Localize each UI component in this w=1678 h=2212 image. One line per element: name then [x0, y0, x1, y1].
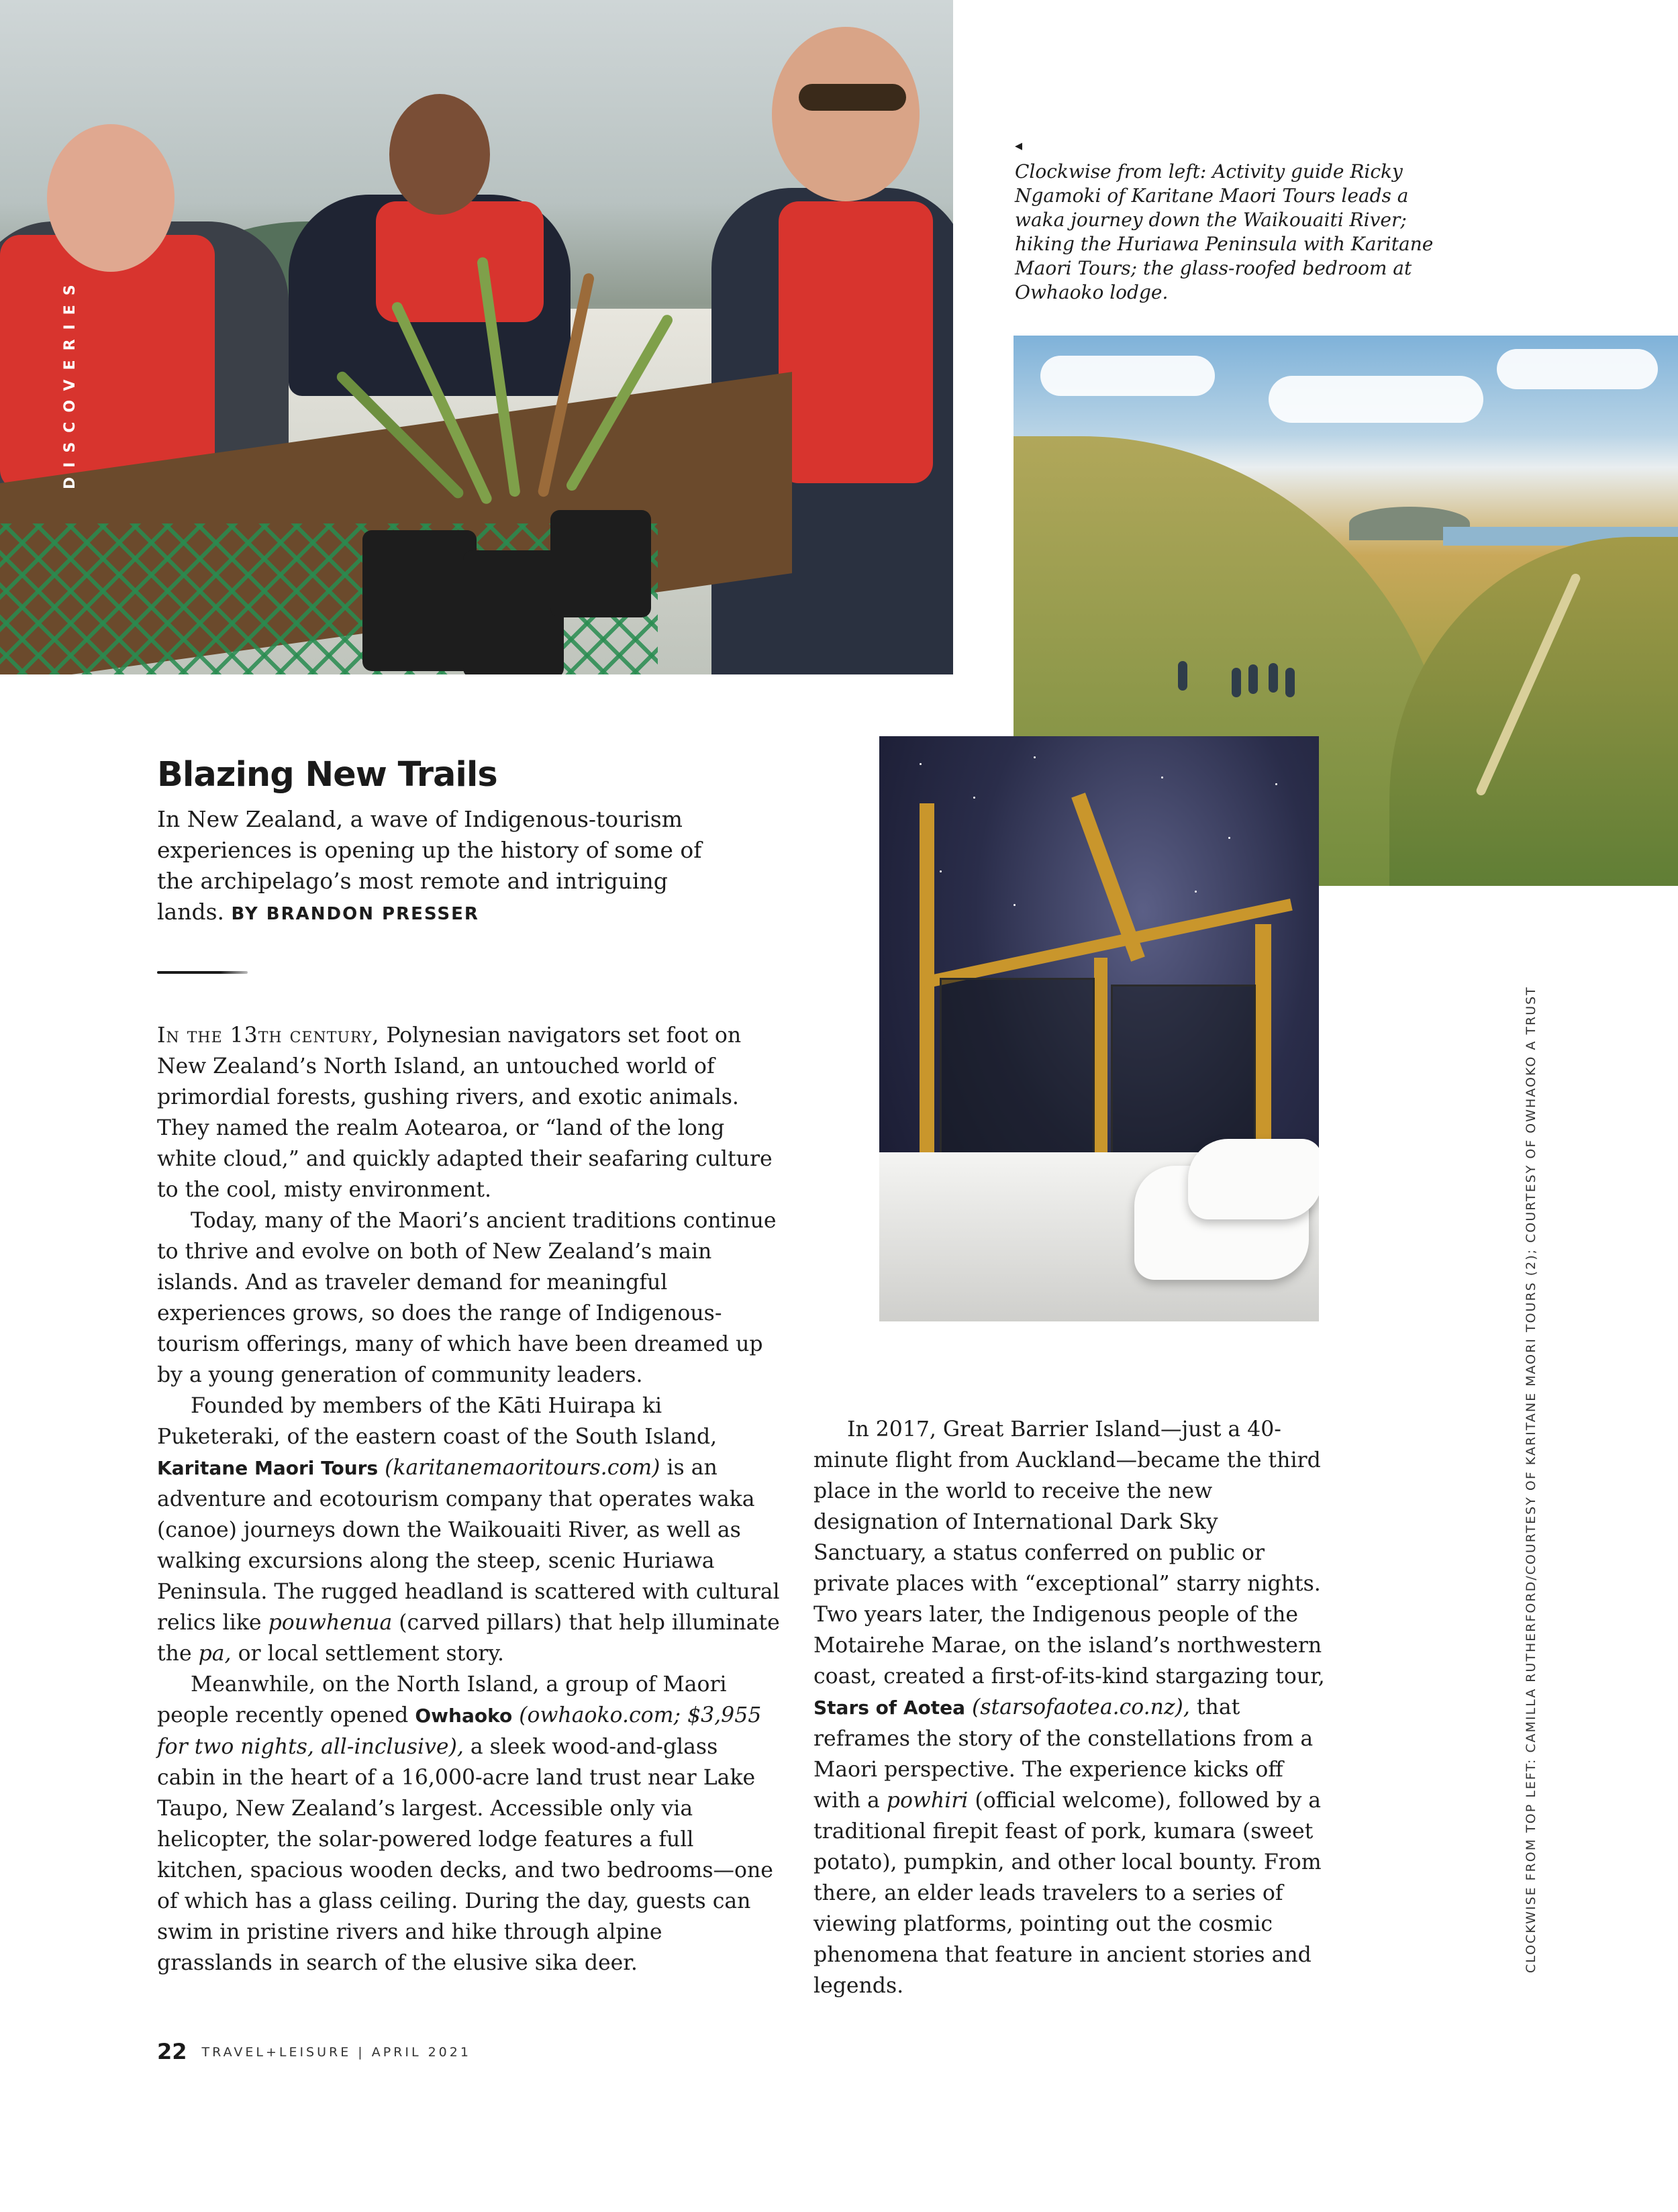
p4-text-b: a sleek wood-and-glass cabin in the heart of a 16,000-acre land trust near Lake Taupo, New Zealand’s largest. Accessible only via helicopter, the solar-powered lodge features a full kitchen, spacious wooden decks, and two bedrooms—one of which has a glass ceiling. During the day, guests can swim in pristine rivers and hike through alpine grasslands in search of the elusive sika deer.	[157, 1735, 773, 1975]
folio	[157, 2039, 471, 2064]
term-pa: pa,	[198, 1642, 232, 1666]
byline: BY BRANDON PRESSER	[231, 904, 479, 924]
p3-text-b: is an adventure and ecotourism company that operates waka (canoe) journeys down the Waikouaiti River, as well as walking excursions along the steep, scenic Huriawa Peninsula. The rugged headland is scattered with cultural relics like	[157, 1456, 780, 1635]
p5-text-c: (official welcome), followed by a traditional firepit feast of pork, kumara (sweet potato), pumpkin, and other local bounty. From there, an elder leads travelers to a series of viewing platforms, pointing out the cosmic phenomena that feature in ancient stories and legends.	[813, 1789, 1322, 1998]
body-column-left	[157, 1020, 781, 1978]
stars-of-aotea-url: (starsofaotea.co.nz),	[965, 1695, 1190, 1719]
magazine-issue: TRAVEL+LEISURE | APRIL 2021	[201, 2045, 471, 2060]
p3-text-d: or local settlement story.	[231, 1642, 504, 1666]
photo-caption: Clockwise from left: Activity guide Ricky Ngamoki of Karitane Maori Tours leads a waka journey down the Waikouaiti River; hiking the Huriawa Peninsula with Karitane Maori Tours; the glass-roofed bedroom at Owhaoko lodge.	[1015, 160, 1434, 303]
term-powhiri: powhiri	[886, 1789, 969, 1813]
paragraph-3	[157, 1391, 781, 1669]
dek-text: In New Zealand, a wave of Indigenous-tourism experiences is opening up the history of some of the archipelago’s most remote and intriguing lands.	[157, 806, 702, 925]
article-dek	[157, 804, 707, 929]
karitane-url: (karitanemaoritours.com)	[378, 1456, 660, 1480]
caption-arrow-icon: ◂	[1015, 138, 1023, 154]
stars-of-aotea-name: Stars of Aotea	[813, 1697, 966, 1719]
photo-credit: CLOCKWISE FROM TOP LEFT: CAMILLA RUTHERFORD/COURTESY OF KARITANE MAORI TOURS (2); COURTESY OF OWHAOKO A TRUST	[1524, 986, 1538, 1973]
paragraph-1	[157, 1020, 781, 1205]
paragraph-5	[813, 1414, 1330, 2001]
drop-lead: In the 13th century,	[157, 1023, 380, 1048]
waka-journey-photo	[0, 0, 953, 674]
term-pouwhenua: pouwhenua	[268, 1611, 393, 1635]
p5-text-b: that reframes the story of the constellations from a Maori perspective. The experience kicks off with a	[813, 1695, 1314, 1813]
owhaoko-name: Owhaoko	[415, 1705, 513, 1727]
body-column-right	[813, 1414, 1330, 2001]
p5-text-a: In 2017, Great Barrier Island—just a 40-minute flight from Auckland—became the third place in the world to receive the new designation of International Dark Sky Sanctuary, a status conferred on public or private places with “exceptional” starry nights. Two years later, the Indigenous people of the Motairehe Marae, on the island’s northwestern coast, created a first-of-its-kind stargazing tour,	[813, 1417, 1325, 1689]
p3-text-c: (carved pillars) that help illuminate the	[157, 1611, 780, 1666]
p4-text-a: Meanwhile, on the North Island, a group of Maori people recently opened	[157, 1672, 727, 1727]
p3-text-a: Founded by members of the Kāti Huirapa ki Puketeraki, of the eastern coast of the South Island,	[157, 1394, 718, 1449]
headline-rule	[157, 971, 248, 974]
page-number: 22	[157, 2039, 187, 2064]
glass-roof-bedroom-photo	[879, 736, 1319, 1321]
article-headline: Blazing New Trails	[157, 755, 497, 795]
paragraph-4	[157, 1669, 781, 1978]
paragraph-1-text: Polynesian navigators set foot on New Zealand’s North Island, an untouched world of primordial forests, gushing rivers, and exotic animals. They named the realm Aotearoa, or “land of the long white cloud,” and quickly adapted their seafaring culture to the cool, misty environment.	[157, 1023, 773, 1202]
paragraph-2: Today, many of the Maori’s ancient traditions continue to thrive and evolve on both of New Zealand’s main islands. And as traveler demand for meaningful experiences grows, so does the range of Indigenous-tourism offerings, many of which have been dreamed up by a young generation of community leaders.	[157, 1209, 777, 1387]
section-label: DISCOVERIES	[62, 275, 79, 490]
owhaoko-info: (owhaoko.com; $3,955 for two nights, all-inclusive),	[157, 1703, 762, 1759]
karitane-name: Karitane Maori Tours	[157, 1457, 379, 1479]
